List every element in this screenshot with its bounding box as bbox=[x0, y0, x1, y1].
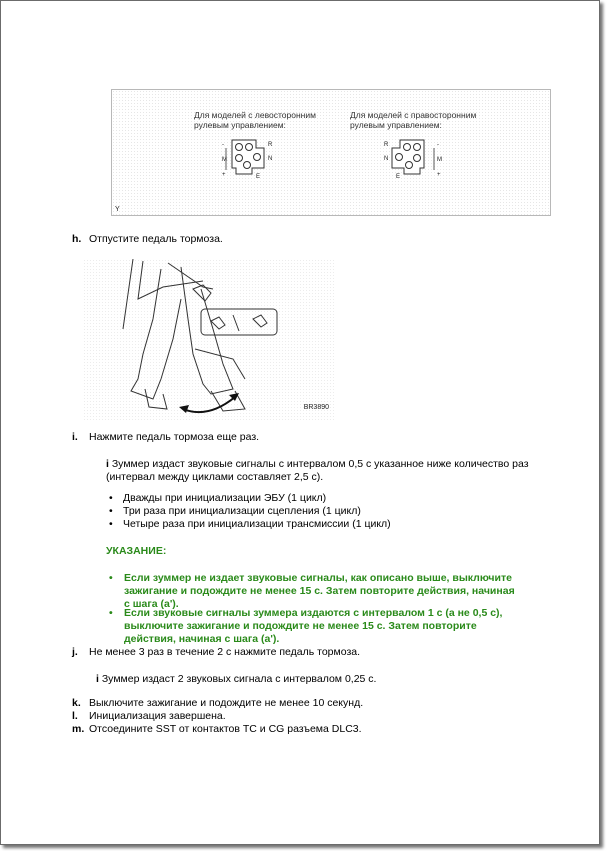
right-hand-drive-caption: Для моделей с правосторонним рулевым управлением: bbox=[350, 110, 477, 130]
info-i-line1: i Зуммер издаст звуковые сигналы с интервалом 0,5 с указанное ниже количество раз bbox=[106, 458, 529, 470]
label-r: R bbox=[384, 142, 389, 148]
label-m: M bbox=[222, 157, 227, 163]
step-m-text: Отсоедините SST от контактов TC и CG разъема DLC3. bbox=[89, 723, 362, 735]
label-n: N bbox=[384, 156, 389, 162]
step-i-letter: i. bbox=[72, 431, 78, 443]
hint-item-1-line3: с шага (a'). bbox=[124, 598, 179, 610]
list-item: Три раза при инициализации сцепления (1 цикл) bbox=[123, 505, 361, 517]
step-k-text: Выключите зажигание и подождите не менее 10 секунд. bbox=[89, 697, 364, 709]
right-connector-diagram bbox=[382, 134, 442, 180]
step-k-letter: k. bbox=[72, 697, 81, 709]
hint-item-2-line2: выключите зажигание и подождите не менее 15 с. Затем повторите bbox=[124, 620, 477, 632]
bullet-dot: • bbox=[109, 518, 113, 530]
label-plus: + bbox=[437, 172, 441, 178]
hint-item-1-line1: Если зуммер не издает звуковые сигналы, как описано выше, выключите bbox=[124, 572, 512, 584]
left-hand-drive-caption: Для моделей с левосторонним рулевым управлением: bbox=[194, 110, 316, 130]
label-m: M bbox=[437, 157, 442, 163]
bullet-dot: • bbox=[109, 572, 113, 584]
step-h-letter: h. bbox=[72, 233, 82, 245]
brake-pedal-figure bbox=[83, 259, 335, 421]
bullet-dot: • bbox=[109, 505, 113, 517]
hint-item-2-line1: Если звуковые сигналы зуммера издаются с интервалом 1 с (а не 0,5 с), bbox=[124, 607, 503, 619]
hint-item-2-line3: действия, начиная с шага (a'). bbox=[124, 633, 280, 645]
step-j-text: Не менее 3 раз в течение 2 с нажмите педаль тормоза. bbox=[89, 646, 361, 658]
left-connector-diagram bbox=[222, 134, 282, 180]
figure-code: BR3890 bbox=[303, 404, 329, 411]
hint-item-1-line2: зажигание и подождите не менее 15 с. Затем повторите действия, начиная bbox=[124, 585, 515, 597]
hint-title: УКАЗАНИЕ: bbox=[106, 545, 167, 557]
step-l-letter: l. bbox=[72, 710, 78, 722]
label-r: R bbox=[268, 142, 273, 148]
label-e: E bbox=[396, 174, 401, 180]
step-h-text: Отпустите педаль тормоза. bbox=[89, 233, 223, 245]
info-icon: i bbox=[96, 673, 99, 685]
info-i-line2: (интервал между циклами составляет 2,5 с). bbox=[106, 471, 324, 483]
list-item: Четыре раза при инициализации трансмиссии (1 цикл) bbox=[123, 518, 391, 530]
label-e: E bbox=[256, 174, 261, 180]
label-n: N bbox=[268, 156, 273, 162]
shift-pattern-figure bbox=[111, 89, 551, 216]
label-minus: - bbox=[437, 142, 439, 148]
label-minus: - bbox=[222, 142, 224, 148]
figure-corner-mark: Y bbox=[115, 206, 120, 213]
step-j-letter: j. bbox=[72, 646, 78, 658]
step-m-letter: m. bbox=[72, 723, 85, 735]
step-i-text: Нажмите педаль тормоза еще раз. bbox=[89, 431, 260, 443]
label-plus: + bbox=[222, 172, 226, 178]
info-icon: i bbox=[106, 458, 109, 470]
bullet-dot: • bbox=[109, 492, 113, 504]
step-l-text: Инициализация завершена. bbox=[89, 710, 226, 722]
list-item: Дважды при инициализации ЭБУ (1 цикл) bbox=[123, 492, 327, 504]
brake-pedal-drawing bbox=[83, 259, 335, 421]
info-j-line: i Зуммер издаст 2 звуковых сигнала с интервалом 0,25 с. bbox=[96, 673, 377, 685]
bullet-dot: • bbox=[109, 607, 113, 619]
